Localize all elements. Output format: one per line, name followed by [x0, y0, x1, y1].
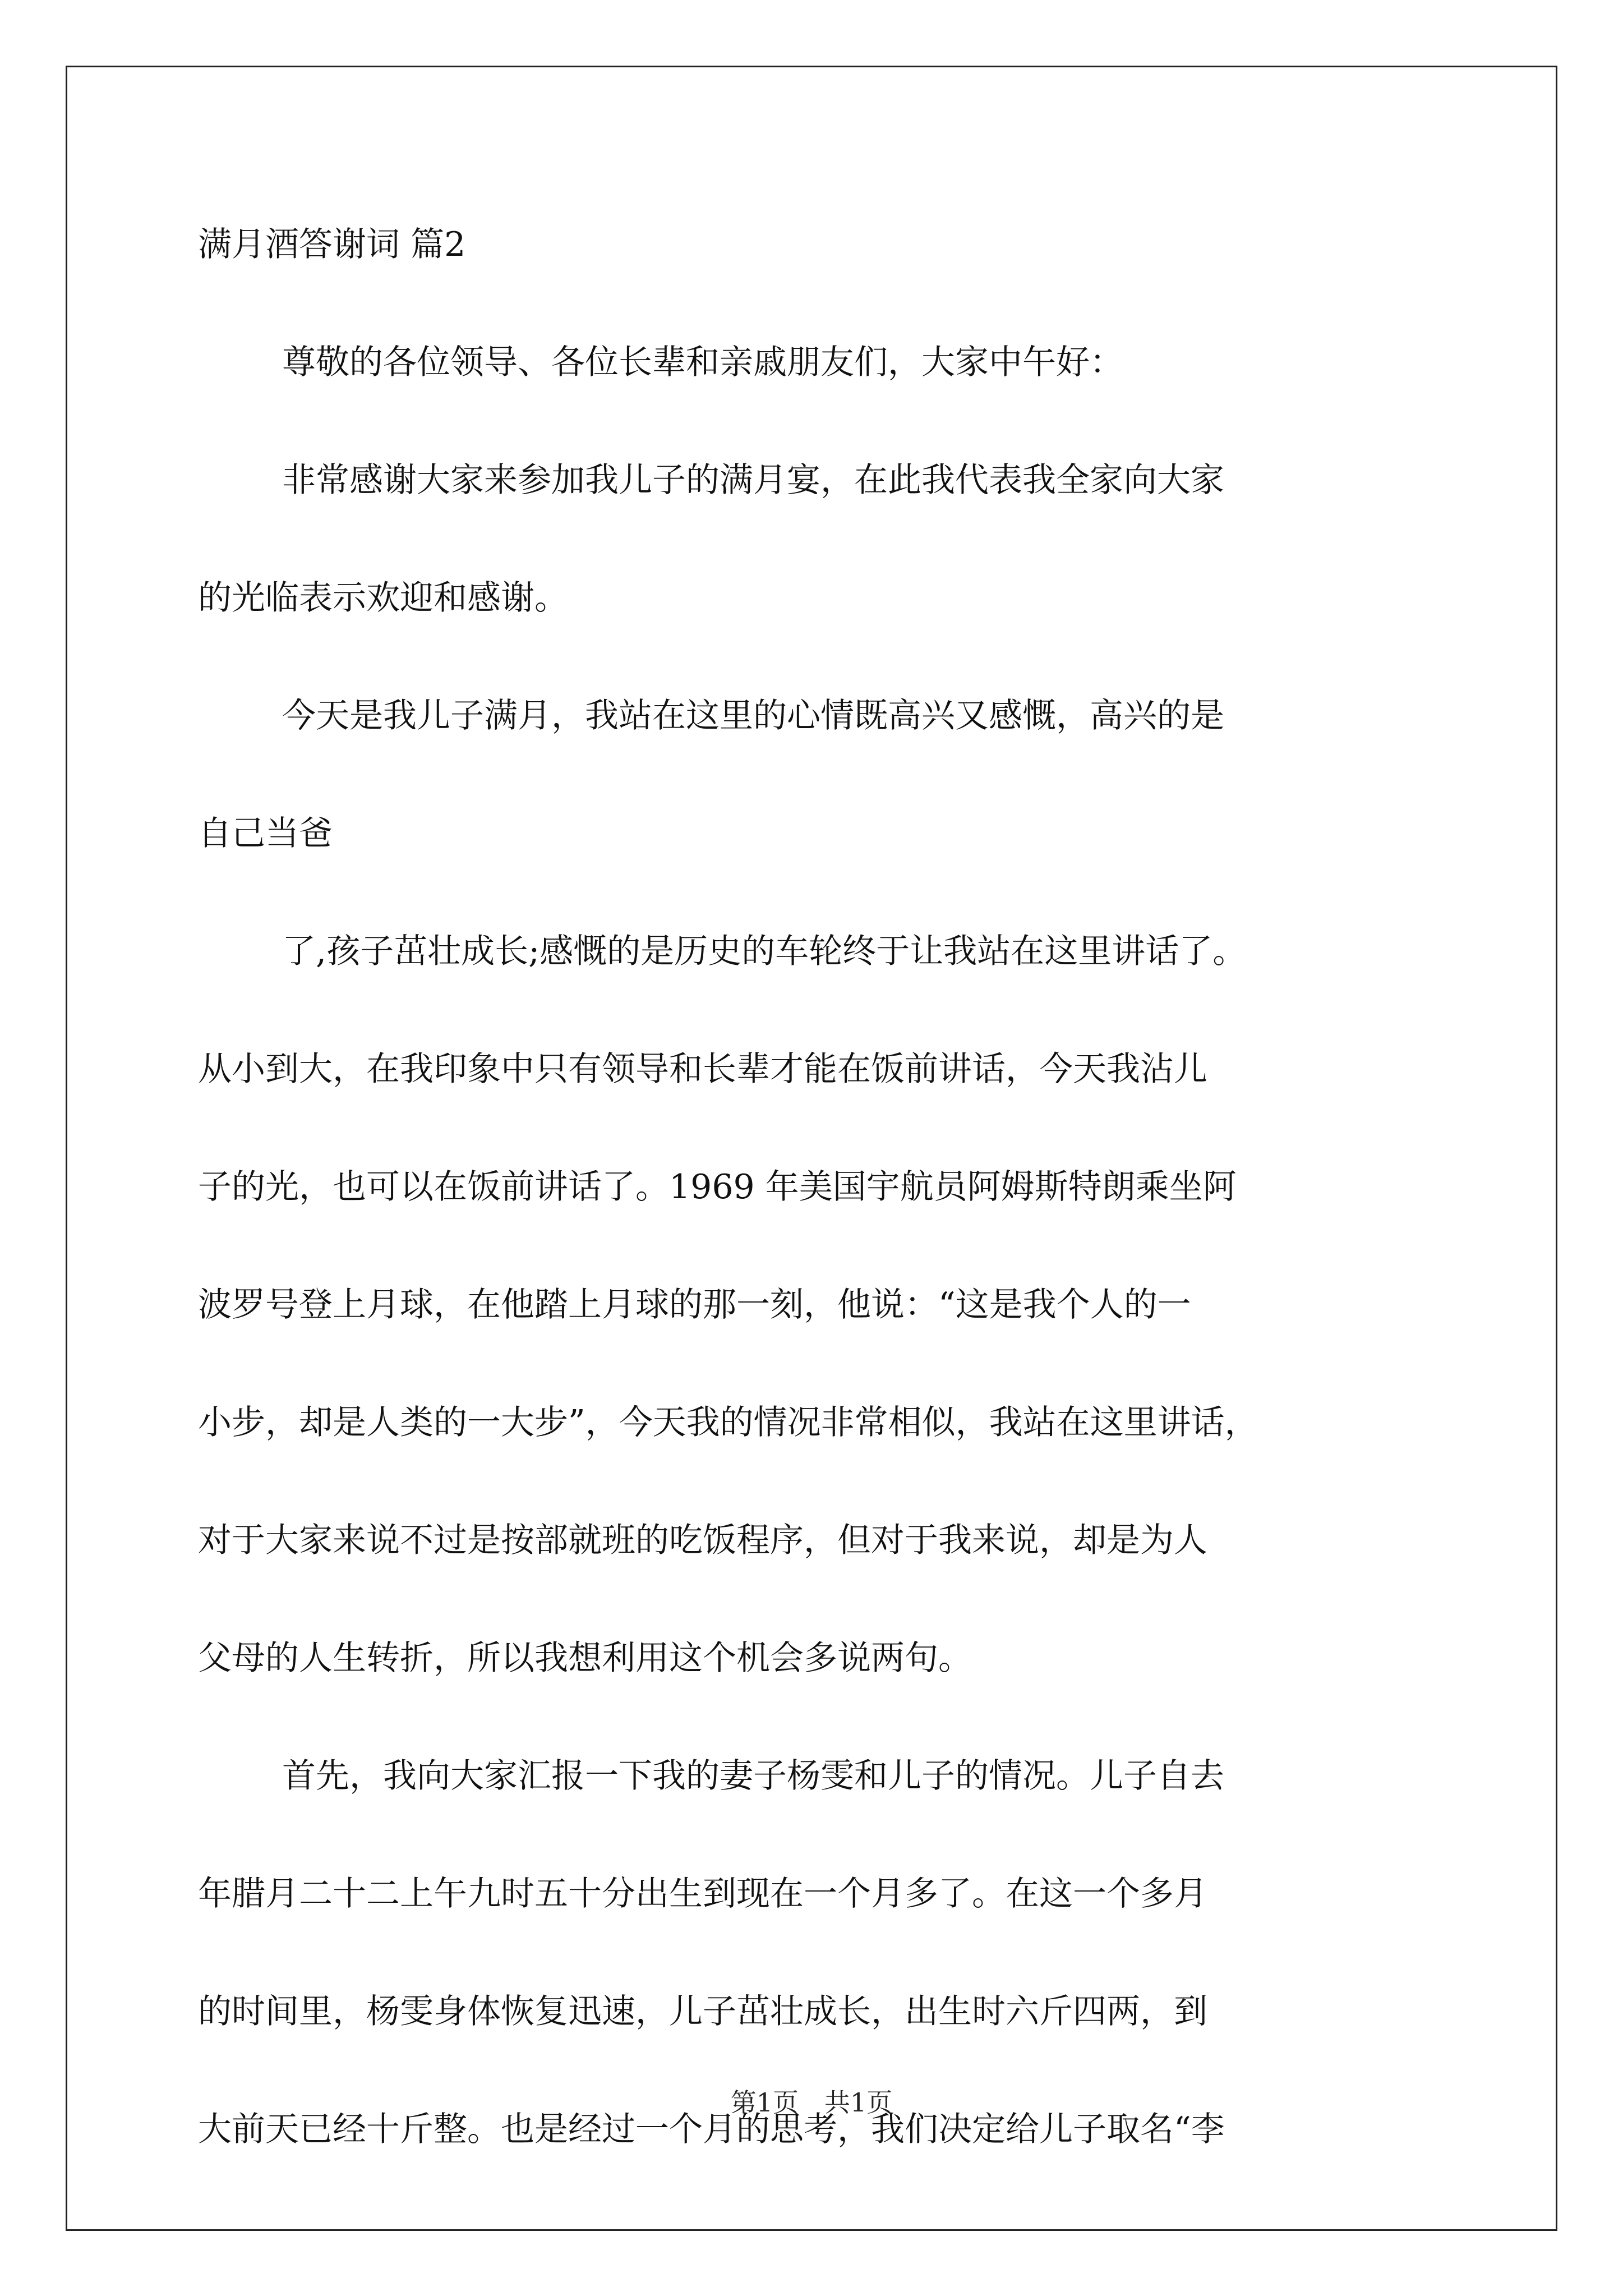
document-body	[198, 224, 1437, 2227]
text-line: 波罗号登上月球，在他踏上月球的那一刻，他说：“这是我个人的一	[198, 1285, 1191, 1324]
text-line: 今天是我儿子满月，我站在这里的心情既高兴又感慨，高兴的是	[282, 696, 1224, 735]
text-line: 年腊月二十二上午九时五十分出生到现在一个月多了。在这一个多月	[198, 1874, 1207, 1913]
text-line: 父母的人生转折，所以我想利用这个机会多说两句。	[198, 1639, 972, 1678]
text-line: 从小到大，在我印象中只有领导和长辈才能在饭前讲话，今天我沾儿	[198, 1050, 1207, 1089]
text-line: 对于大家来说不过是按部就班的吃饭程序，但对于我来说，却是为人	[198, 1521, 1207, 1560]
text-line: 自己当爸	[198, 814, 333, 853]
text-line: 的时间里，杨雯身体恢复迅速，儿子茁壮成长，出生时六斤四两，到	[198, 1992, 1207, 2031]
text-line: 的光临表示欢迎和感谢。	[198, 578, 568, 618]
text-line: 了,孩子茁壮成长;感慨的是历史的车轮终于让我站在这里讲话了。	[282, 932, 1247, 971]
text-line: 大前天已经十斤整。也是经过一个月的思考，我们决定给儿子取名“李	[198, 2110, 1225, 2149]
text-line: 非常感谢大家来参加我儿子的满月宴，在此我代表我全家向大家	[282, 461, 1224, 500]
page-footer: 第1页 共1页	[730, 2087, 893, 2118]
text-line: 小步，却是人类的一大步”，今天我的情况非常相似，我站在这里讲话，	[198, 1403, 1258, 1442]
text-line: 子的光，也可以在饭前讲话了。1969 年美国宇航员阿姆斯特朗乘坐阿	[198, 1167, 1237, 1207]
document-title: 满月酒答谢词 篇2	[198, 225, 466, 264]
text-line: 首先，我向大家汇报一下我的妻子杨雯和儿子的情况。儿子自去	[282, 1756, 1224, 1796]
text-line: 尊敬的各位领导、各位长辈和亲戚朋友们，大家中午好：	[282, 343, 1123, 382]
